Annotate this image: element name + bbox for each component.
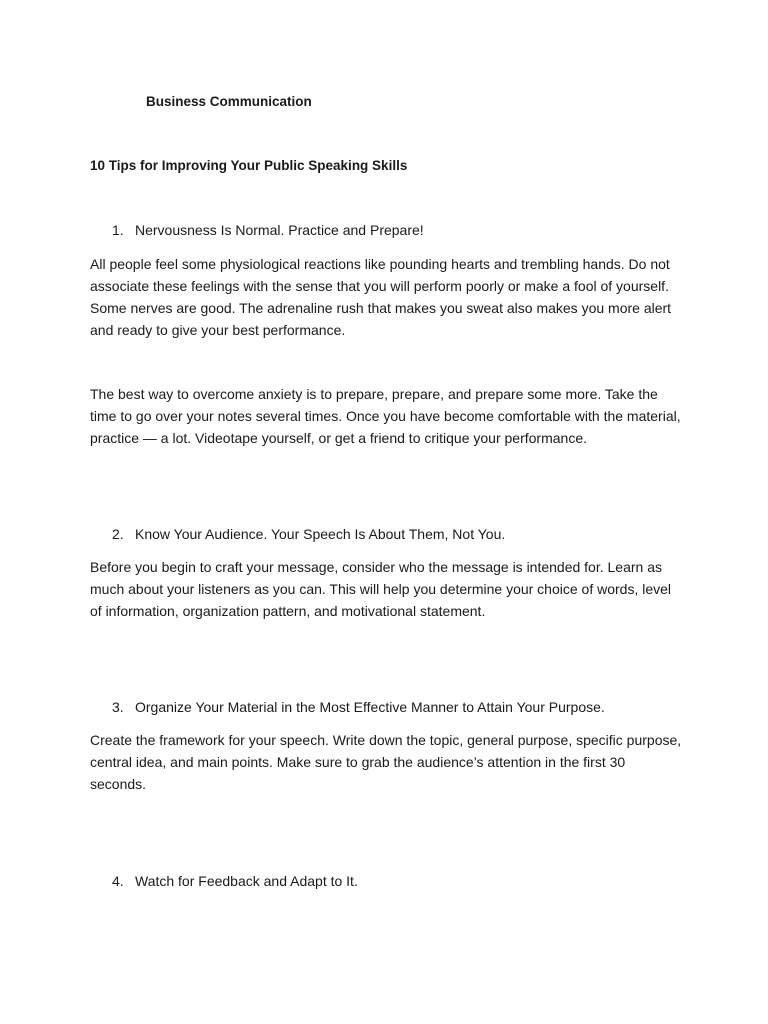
tip-number: 1. — [112, 222, 124, 238]
document-title: 10 Tips for Improving Your Public Speaking Skills — [90, 158, 408, 173]
tip-number: 3. — [112, 699, 124, 715]
tip-1-paragraph-1: All people feel some physiological reactions like pounding hearts and trembling hands. Do not associate these feelings with the sense that you will perform poorly or make a fool of yourself. Some nerves are good. The adrenaline rush that makes you sweat also makes you more alert and ready to give your best performance. — [90, 256, 672, 338]
tip-heading-text: Nervousness Is Normal. Practice and Prepare! — [135, 222, 424, 238]
tip-heading-text: Watch for Feedback and Adapt to It. — [135, 873, 358, 889]
tip-heading-4 — [112, 873, 358, 889]
tip-heading-3 — [112, 699, 605, 715]
tip-2-paragraph-1: Before you begin to craft your message, consider who the message is intended for. Learn as much about your listeners as you can. This will help you determine your choice of words, level of information, organization pattern, and motivational statement. — [90, 559, 672, 619]
tip-number: 4. — [112, 873, 124, 889]
tip-heading-2 — [112, 526, 505, 542]
tip-number: 2. — [112, 526, 124, 542]
course-title: Business Communication — [146, 94, 312, 109]
tip-heading-1 — [112, 222, 424, 238]
tip-heading-text: Organize Your Material in the Most Effective Manner to Attain Your Purpose. — [135, 699, 605, 715]
tip-3-paragraph-1: Create the framework for your speech. Write down the topic, general purpose, specific purpose, central idea, and main points. Make sure to grab the audience’s attention in the first 30 seconds. — [90, 732, 682, 792]
tip-1-paragraph-2: The best way to overcome anxiety is to prepare, prepare, and prepare some more. Take the time to go over your notes several times. Once you have become comfortable with the material, practice — a lot. Videotape yourself, or get a friend to critique your performance. — [90, 386, 681, 446]
tip-heading-text: Know Your Audience. Your Speech Is About Them, Not You. — [135, 526, 506, 542]
